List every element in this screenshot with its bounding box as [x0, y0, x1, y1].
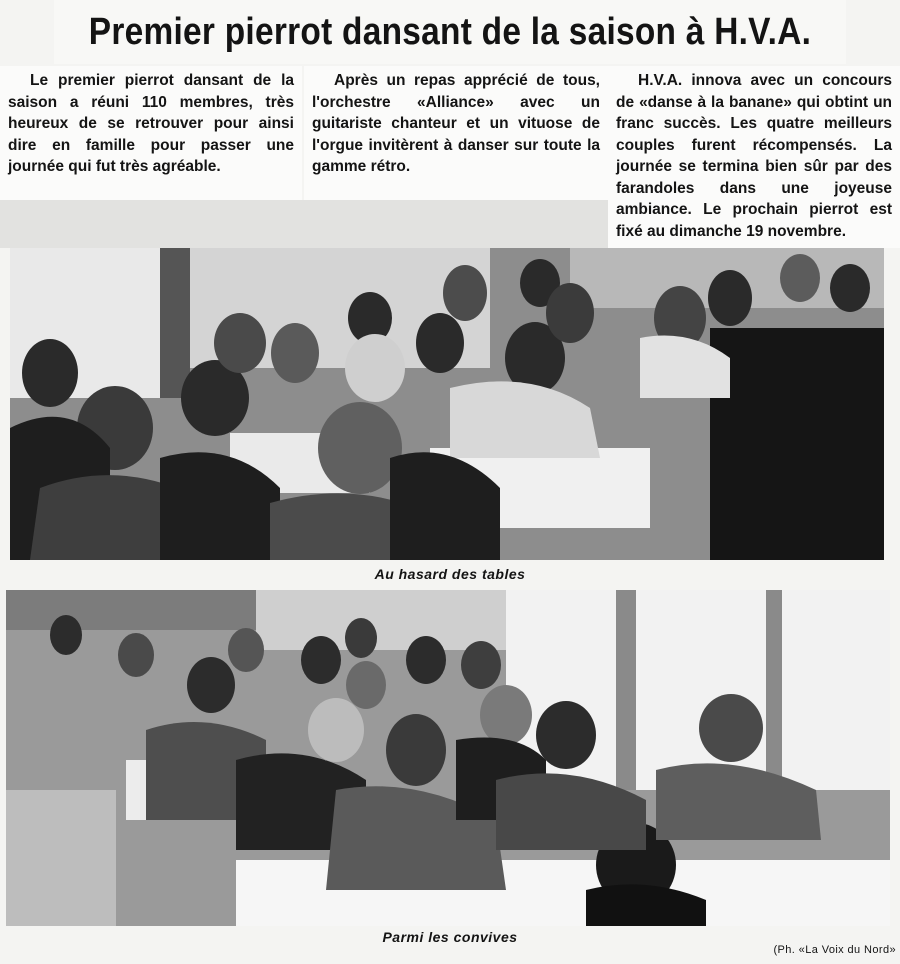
photo-credit: (Ph. «La Voix du Nord»: [773, 944, 896, 956]
scan-shadow: [0, 200, 608, 248]
article-paragraph: H.V.A. innova avec un concours de «danse à la banane» qui obtint un franc succès. Les quatre meilleurs couples furent récompensés. La journée se termina bien sûr par des farandoles dans une joyeuse ambiance. Le prochain pierrot est fixé au dimanche 19 novembre.: [616, 72, 892, 240]
headline: Premier pierrot dansant de la saison à H.V.A.: [54, 0, 846, 64]
article-column-3: [608, 66, 900, 248]
photo-guests: [6, 590, 890, 926]
photo-caption-1: Au hasard des tables: [374, 566, 526, 582]
photo-tables: [10, 248, 884, 560]
article-paragraph: Après un repas apprécié de tous, l'orchestre «Alliance» avec un guitariste chanteur et un vituose de l'orgue invitèrent à danser sur toute la gamme rétro.: [312, 72, 600, 175]
article-column-2: [304, 66, 608, 202]
article-column-1: [0, 66, 302, 202]
photo-caption-2: Parmi les convives: [382, 929, 518, 945]
article-paragraph: Le premier pierrot dansant de la saison a réuni 110 membres, très heureux de se retrouver pour ainsi dire en famille pour passer une journée qui fut très agréable.: [8, 72, 294, 175]
